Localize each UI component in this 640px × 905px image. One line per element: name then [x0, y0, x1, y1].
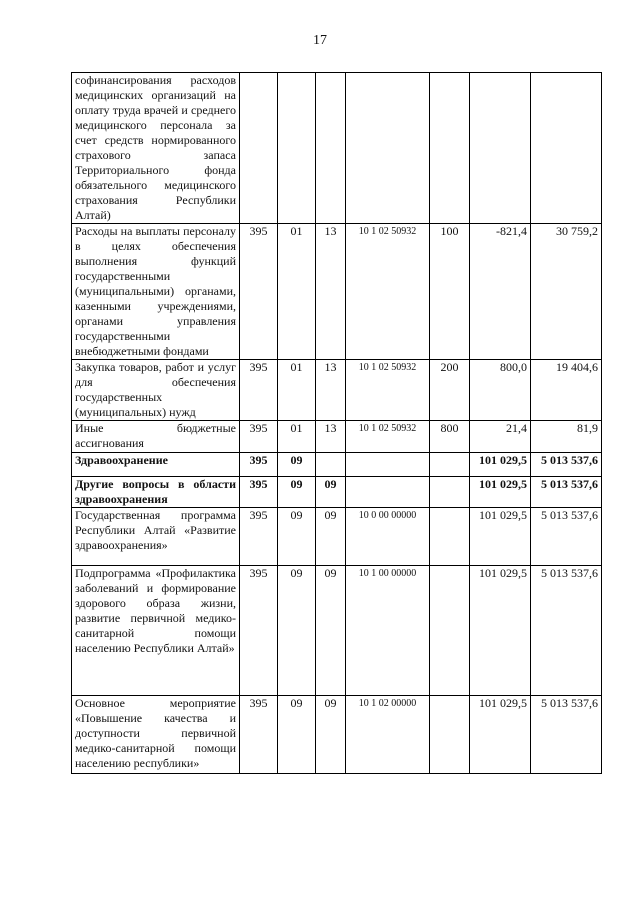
- cell-change: -821,4: [470, 224, 531, 360]
- cell-expense-type: 800: [430, 421, 470, 453]
- cell-name: Здравоохранение: [72, 453, 240, 477]
- cell-subsection: 13: [316, 224, 346, 360]
- cell-name: Расходы на выплаты персоналу в целях обеспечения выполнения функций государственными (муниципальными) органами, казенными учреждениями, органами управления государственными внебюджетными фондами: [72, 224, 240, 360]
- cell-target-article: [346, 73, 430, 224]
- cell-section: 09: [278, 453, 316, 477]
- cell-grbs: 395: [240, 453, 278, 477]
- cell-total: [531, 73, 602, 224]
- cell-expense-type: [430, 73, 470, 224]
- cell-target-article: 10 1 00 00000: [346, 566, 430, 696]
- cell-name: софинансирования расходов медицинских организаций на оплату труда врачей и среднего медицинского персонала за счет средств нормированного страхового запаса Территориального фонда обязательного медицинского страхования Республики Алтай): [72, 73, 240, 224]
- cell-name: Другие вопросы в области здравоохранения: [72, 477, 240, 508]
- cell-grbs: 395: [240, 696, 278, 774]
- cell-section: 09: [278, 477, 316, 508]
- cell-change: 101 029,5: [470, 508, 531, 566]
- cell-target-article: 10 1 02 50932: [346, 360, 430, 421]
- cell-section: 09: [278, 566, 316, 696]
- table-row: [72, 224, 602, 360]
- cell-grbs: [240, 73, 278, 224]
- page-number: 17: [313, 33, 327, 48]
- cell-section: 09: [278, 696, 316, 774]
- cell-total: 5 013 537,6: [531, 453, 602, 477]
- table-row: [72, 421, 602, 453]
- cell-subsection: 13: [316, 421, 346, 453]
- cell-target-article: 10 1 02 50932: [346, 421, 430, 453]
- cell-subsection: 09: [316, 696, 346, 774]
- cell-expense-type: [430, 453, 470, 477]
- cell-section: [278, 73, 316, 224]
- cell-total: 5 013 537,6: [531, 566, 602, 696]
- cell-change: 101 029,5: [470, 696, 531, 774]
- cell-subsection: 09: [316, 566, 346, 696]
- budget-table: [71, 72, 602, 774]
- cell-total: 5 013 537,6: [531, 696, 602, 774]
- cell-name: Иные бюджетные ассигнования: [72, 421, 240, 453]
- cell-target-article: 10 1 02 50932: [346, 224, 430, 360]
- cell-target-article: 10 0 00 00000: [346, 508, 430, 566]
- cell-change: [470, 73, 531, 224]
- cell-section: 01: [278, 421, 316, 453]
- table-row: [72, 566, 602, 696]
- cell-subsection: [316, 73, 346, 224]
- cell-grbs: 395: [240, 224, 278, 360]
- cell-target-article: 10 1 02 00000: [346, 696, 430, 774]
- table-row: [72, 477, 602, 508]
- cell-change: 101 029,5: [470, 566, 531, 696]
- cell-name: Основное мероприятие «Повышение качества и доступности первичной медико-санитарной помощи населению республики»: [72, 696, 240, 774]
- cell-grbs: 395: [240, 508, 278, 566]
- cell-target-article: [346, 453, 430, 477]
- cell-total: 30 759,2: [531, 224, 602, 360]
- cell-expense-type: [430, 696, 470, 774]
- cell-section: 01: [278, 224, 316, 360]
- cell-name: Подпрограмма «Профилактика заболеваний и формирование здорового образа жизни, развитие первичной медико-санитарной помощи населению Республики Алтай»: [72, 566, 240, 696]
- cell-total: 81,9: [531, 421, 602, 453]
- cell-total: 5 013 537,6: [531, 477, 602, 508]
- cell-expense-type: 200: [430, 360, 470, 421]
- cell-name: Государственная программа Республики Алтай «Развитие здравоохранения»: [72, 508, 240, 566]
- cell-total: 5 013 537,6: [531, 508, 602, 566]
- cell-section: 09: [278, 508, 316, 566]
- cell-grbs: 395: [240, 566, 278, 696]
- cell-section: 01: [278, 360, 316, 421]
- table-row: [72, 360, 602, 421]
- cell-grbs: 395: [240, 360, 278, 421]
- cell-subsection: [316, 453, 346, 477]
- cell-expense-type: [430, 566, 470, 696]
- cell-target-article: [346, 477, 430, 508]
- cell-subsection: 09: [316, 477, 346, 508]
- cell-change: 101 029,5: [470, 477, 531, 508]
- cell-expense-type: [430, 477, 470, 508]
- table-row: [72, 508, 602, 566]
- table-row: [72, 453, 602, 477]
- cell-total: 19 404,6: [531, 360, 602, 421]
- table-row: [72, 73, 602, 224]
- cell-subsection: 09: [316, 508, 346, 566]
- cell-subsection: 13: [316, 360, 346, 421]
- cell-grbs: 395: [240, 421, 278, 453]
- cell-name: Закупка товаров, работ и услуг для обеспечения государственных (муниципальных) нужд: [72, 360, 240, 421]
- table-body: [72, 73, 602, 774]
- cell-change: 101 029,5: [470, 453, 531, 477]
- cell-expense-type: [430, 508, 470, 566]
- cell-change: 800,0: [470, 360, 531, 421]
- cell-change: 21,4: [470, 421, 531, 453]
- table-row: [72, 696, 602, 774]
- cell-grbs: 395: [240, 477, 278, 508]
- cell-expense-type: 100: [430, 224, 470, 360]
